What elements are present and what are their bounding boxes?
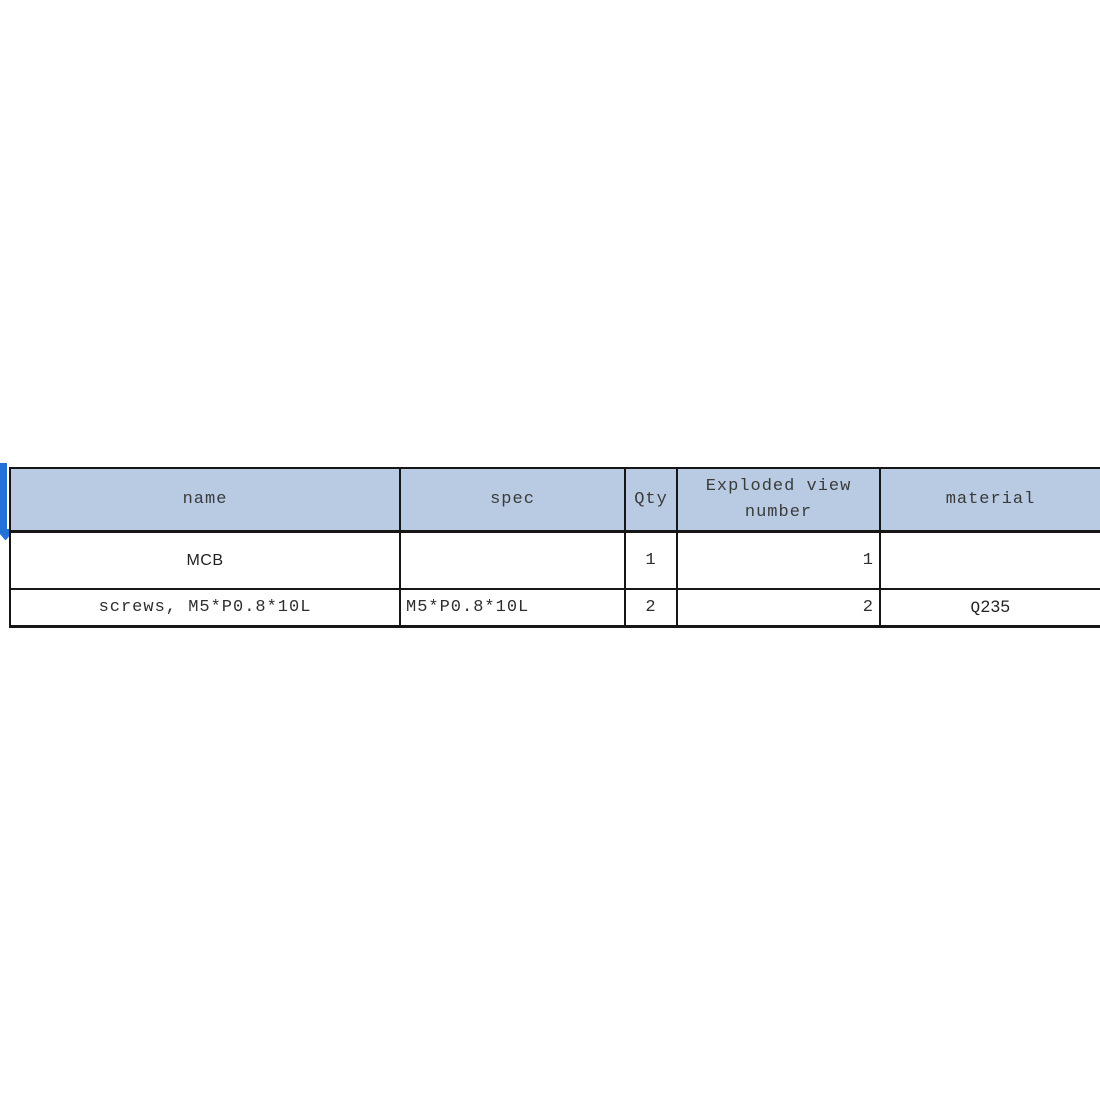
table-cell-row1-material [881,533,1100,590]
header-cell-exploded-view-number: Exploded view number [678,469,881,533]
table-cell-row2-name: screws, M5*P0.8*10L [11,590,401,628]
header-cell-spec: spec [401,469,626,533]
table-cell-row1-exploded-view-number: 1 [678,533,881,590]
header-cell-qty: Qty [626,469,678,533]
table-cell-row2-exploded-view-number: 2 [678,590,881,628]
header-cell-material: material [881,469,1100,533]
table-cell-row2-material [881,590,1100,628]
table-cell-row2-spec: M5*P0.8*10L [401,590,626,628]
table-cell-row1-qty: 1 [626,533,678,590]
table-cell-row1-spec [401,533,626,590]
table-cell-row1-name: MCB [11,533,401,590]
material-value: Q235 [970,597,1011,617]
header-cell-name: name [11,469,401,533]
table-cell-row2-qty: 2 [626,590,678,628]
selection-indicator-bar [0,463,7,529]
bom-table [9,467,1100,628]
